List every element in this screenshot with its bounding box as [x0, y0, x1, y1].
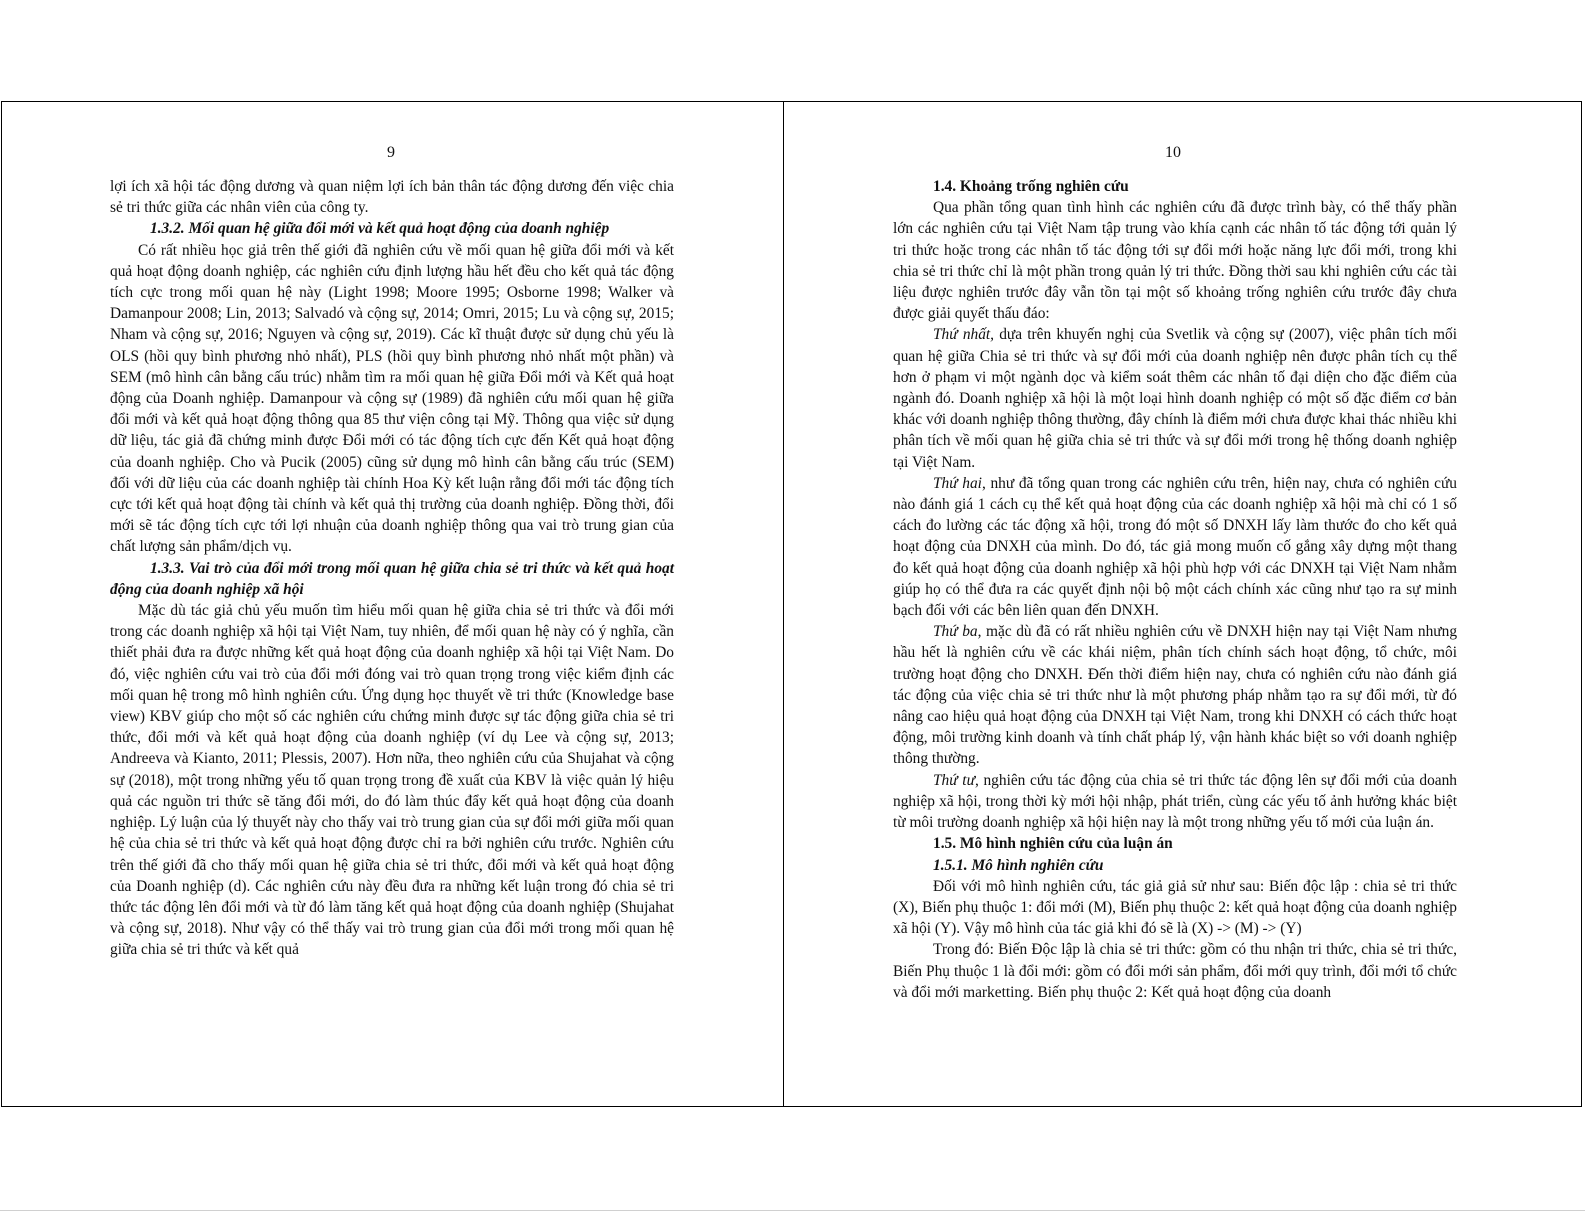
paragraph-continued: lợi ích xã hội tác động dương và quan niệm lợi ích bản thân tác động dương đến việc chia sẻ tri thức giữa các nhân viên của công ty.: [110, 178, 674, 217]
paragraph-first-gap: [893, 324, 1457, 472]
fourth-text: , nghiên cứu tác động của chia sẻ tri thức tác động lên sự đổi mới của doanh nghiệp xã hội, trong thời kỳ mới hội nhập, phát triển, cùng các yếu tố ảnh hưởng khác biệt từ môi trường doanh nghiệp xã hội hiện nay là một trong những yếu tố mới của luận án.: [893, 771, 1457, 832]
paragraph-1-3-3: Mặc dù tác giả chủ yếu muốn tìm hiểu mối quan hệ giữa chia sẻ tri thức và đổi mới trong các doanh nghiệp xã hội tại Việt Nam, tuy nhiên, để mối quan hệ này có ý nghĩa, cần thiết phải đưa ra được những kết quả hoạt động của doanh nghiệp xã hội tại Việt Nam. Do đó, việc nghiên cứu vai trò của đổi mới đóng vai trò quan trọng trong việc kiểm định các mối quan hệ trong mô hình nghiên cứu. Ứng dụng học thuyết về tri thức (Knowledge base view) KBV giúp cho một số các nghiên cứu chứng minh được sự tác động giữa chia sẻ tri thức, đổi mới và kết quả hoạt động của doanh nghiệp (ví dụ Lee và cộng sự, 2013; Andreeva và Kianto, 2011; Plessis, 2007). Hơn nữa, theo nghiên cứu của Shujahat và cộng sự (2018), một trong những yếu tố quan trọng trong đề xuất của KBV là việc quản lý hiệu quả các nguồn tri thức sẽ tăng đổi mới, do đó làm thúc đẩy kết quả hoạt động của doanh nghiệp. Lý luận của lý thuyết này cho thấy vai trò trung gian của sự đổi mới giữa mối quan hệ của chia sẻ tri thức và kết quả hoạt động được chỉ ra bởi nghiên cứu trước. Nghiên cứu trên thế giới đã cho thấy mối quan hệ giữa chia sẻ tri thức, đổi mới và kết quả hoạt động của Doanh nghiệp (d). Các nghiên cứu này đều đưa ra những kết luận trong đó chia sẻ tri thức tác động lên đổi mới và từ đó làm tăng kết quả hoạt động của doanh nghiệp (Shujahat và cộng sự, 2018). Như vậy có thể thấy vai trò trung gian của đổi mới trong mối quan hệ giữa chia sẻ tri thức và kết quả: [110, 602, 674, 959]
first-lead: Thứ nhất,: [933, 326, 995, 344]
third-lead: Thứ ba: [933, 623, 978, 641]
right-page-number: 10: [1165, 144, 1181, 161]
paragraph-1-5-1-a: Đối với mô hình nghiên cứu, tác giả giả sử như sau: Biến độc lập : chia sẻ tri thức (X), Biến phụ thuộc 1: đổi mới (M), Biến phụ thuộc 2: kết quả hoạt động của doanh nghiệp xã hội (Y). Vậy mô hình của tác giả khi đó sẽ là (X) -> (M) -> (Y): [893, 877, 1457, 938]
page-divider: [783, 101, 784, 1107]
heading-1-5: 1.5. Mô hình nghiên cứu của luận án: [933, 835, 1173, 853]
heading-1-4: 1.4. Khoảng trống nghiên cứu: [933, 178, 1129, 195]
paragraph-1-5-1-b: Trong đó: Biến Độc lập là chia sẻ tri thức: gồm có thu nhận tri thức, chia sẻ tri thức, Biến Phụ thuộc 1 là đổi mới: gồm có đổi mới sản phẩm, đổi mới quy trình, đổi mới tổ chức và đổi mới marketting. Biến phụ thuộc 2: Kết quả hoạt động của doanh: [893, 941, 1457, 1001]
left-page-body: [110, 176, 674, 961]
heading-1-3-3: 1.3.3. Vai trò của đổi mới trong mối quan hệ giữa chia sẻ tri thức và kết quả hoạt động của doanh nghiệp xã hội: [110, 559, 674, 598]
paragraph-third-gap: [893, 621, 1457, 769]
left-page-number: 9: [387, 144, 395, 161]
paragraph-fourth-gap: [893, 770, 1457, 834]
paragraph-1-3-2: Có rất nhiều học giả trên thế giới đã nghiên cứu về mối quan hệ giữa đổi mới và kết quả hoạt động doanh nghiệp, các nghiên cứu định lượng hầu hết đều cho kết quả tác động tích cực trong mối quan hệ này (Light 1998; Moore 1995; Osborne 1998; Walker và Damanpour 2008; Lin, 2013; Salvadó và cộng sự, 2014; Omri, 2015; Lu và cộng sự, 2015; Nham và cộng sự, 2016; Nguyen và cộng sự, 2019). Các kĩ thuật được sử dụng chủ yếu là OLS (hồi quy bình phương nhỏ nhất), PLS (hồi quy bình phương nhỏ nhất một phần) và SEM (mô hình cân bằng cấu trúc) nhằm tìm ra mối quan hệ giữa Đổi mới và Kết quả hoạt động của Doanh nghiệp. Damanpour và cộng sự (1989) đã nghiên cứu mối quan hệ giữa đổi mới và kết quả hoạt động thông qua 85 thư viện công tại Mỹ. Thông qua việc sử dụng dữ liệu, tác giả đã chứng minh được Đổi mới có tác động tích cực đến Kết quả hoạt động của doanh nghiệp. Cho và Pucik (2005) cũng sử dụng mô hình cân bằng cấu trúc (SEM) đối với dữ liệu của các doanh nghiệp tài chính Hoa Kỳ kết luận rằng đổi mới tác động tích cực tới kết quả hoạt động tài chính và kết quả thị trường của doanh nghiệp. Đồng thời, đổi mới sẽ tác động tích cực tới lợi nhuận của doanh nghiệp thông qua vai trò trung gian của chất lượng sản phẩm/dịch vụ.: [110, 241, 674, 556]
heading-1-3-2: 1.3.2. Mối quan hệ giữa đổi mới và kết quả hoạt động của doanh nghiệp: [150, 220, 610, 238]
second-text: , như đã tổng quan trong các nghiên cứu trên, hiện nay, chưa có nghiên cứu nào đánh giá 1 cách cụ thể kết quả hoạt động của các doanh nghiệp xã hội mà chỉ có 1 số cách đo lường các tác động xã hội, trong đó một số DNXH lấy làm thước đo cho kết quả hoạt động của DNXH của mình. Do đó, tác giả mong muốn cố gắng xây dựng một thang đo kết quả hoạt động của doanh nghiệp xã hội phù hợp với các DNXH tại Việt Nam nhằm giúp họ có thể đưa ra các quyết định nội bộ một cách chính xác cũng như tạo ra sự minh bạch đối với các bên liên quan đến DNXH.: [893, 474, 1457, 620]
paragraph-second-gap: [893, 473, 1457, 621]
first-text: dựa trên khuyến nghị của Svetlik và cộng sự (2007), việc phân tích mối quan hệ giữa Chia sẻ tri thức và sự đổi mới của doanh nghiệp nên được phân tích cụ thể hơn ở phạm vi một ngành dọc và kiểm soát thêm các nhân tố đại diện cho đặc điểm của ngành đó. Doanh nghiệp xã hội là một loại hình doanh nghiệp có một số đặc điểm cơ bản khác với doanh nghiệp thông thường, đây chính là điểm mới chưa được khai thác nhiều khi phân tích về mối quan hệ giữa chia sẻ tri thức và sự đổi mới trong hệ thống doanh nghiệp tại Việt Nam.: [893, 326, 1457, 471]
right-page-body: [893, 176, 1457, 1003]
fourth-lead: Thứ tư: [933, 771, 975, 789]
third-text: , mặc dù đã có rất nhiều nghiên cứu về DNXH hiện nay tại Việt Nam nhưng hầu hết là nghiên cứu về các khái niệm, phân tích chính sách hoạt động, tổ chức, môi trường hoạt động cho DNXH. Đến thời điểm hiện nay, chưa có nghiên cứu nào đánh giá tác động của việc chia sẻ tri thức như là một phương pháp nhằm tạo ra sự đổi mới, từ đó nâng cao hiệu quả hoạt động của DNXH tại Việt Nam, trong khi DNXH có cách thức hoạt động, môi trường kinh doanh và tính chất pháp lý, vận hành khác biệt so với doanh nghiệp thông thường.: [893, 623, 1458, 768]
heading-1-5-1: 1.5.1. Mô hình nghiên cứu: [933, 856, 1104, 874]
bottom-rule: [0, 1210, 1585, 1211]
second-lead: Thứ hai: [933, 474, 982, 492]
paragraph-1-4-intro: Qua phần tổng quan tình hình các nghiên cứu đã được trình bày, có thể thấy phần lớn các nghiên cứu tại Việt Nam tập trung vào khía cạnh các nhân tố tác động tới quản lý tri thức hoặc trong các nhân tố tác động tới sự đổi mới hoặc năng lực đổi mới, trong khi chia sẻ tri thức chỉ là một phần trong quản lý tri thức. Đồng thời sau khi nghiên cứu các tài liệu được nghiên trước đây vẫn tồn tại một số khoảng trống nghiên cứu trước đây chưa được giải quyết thấu đáo:: [893, 199, 1457, 323]
